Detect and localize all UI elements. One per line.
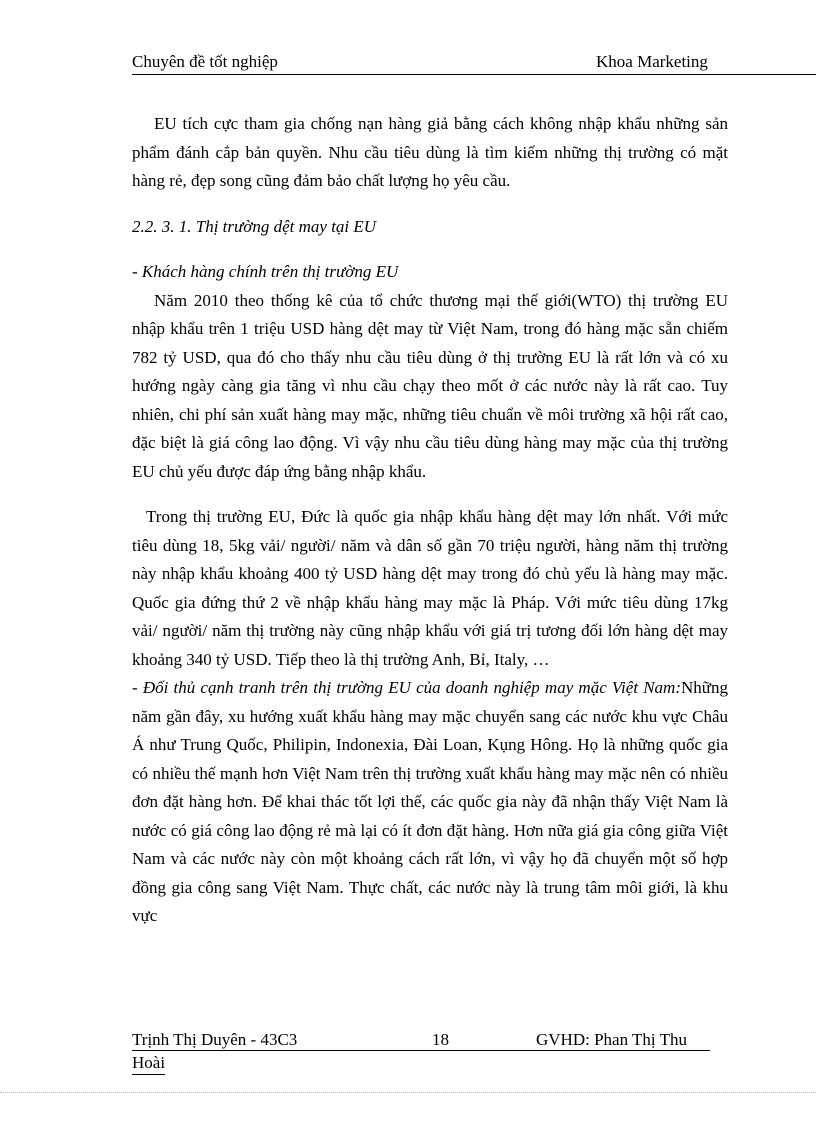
header-title: Chuyên đề tốt nghiệp [132, 52, 278, 71]
page-number: 18 [432, 1030, 449, 1049]
page-footer [132, 1028, 732, 1075]
competitors-text: Những năm gần đây, xu hướng xuất khẩu hàng may mặc chuyển sang các nước khu vực Châu Á như Trung Quốc, Philipin, Indonexia, Đài Loan, Kụng Hông. Họ là những quốc gia có nhiều thế mạnh hơn Việt Nam trên thị trường xuất khẩu hàng may mặc nên có nhiều đơn đặt hàng hơn. Để khai thác tốt lợi thế, các quốc gia này đã nhận thấy Việt Nam là nước có giá công lao động rẻ mà lại có ít đơn đặt hàng. Hơn nữa giá gia công giữa Việt Nam và các nước này còn một khoảng cách rất lớn, vì vậy họ đã chuyển một số hợp đồng gia công sang Việt Nam. Thực chất, các nước này là trung tâm môi giới, là khu vực [132, 678, 728, 925]
paragraph-intro: EU tích cực tham gia chống nạn hàng giả bằng cách không nhập khẩu những sản phẩm đánh cắp bản quyền. Nhu cầu tiêu dùng là tìm kiếm những thị trường có mặt hàng rẻ, đẹp song cũng đảm bảo chất lượng họ yêu cầu. [132, 114, 728, 190]
paragraph-market-demand: Năm 2010 theo thống kê của tổ chức thương mại thế giới(WTO) thị trường EU nhập khẩu trên 1 triệu USD hàng dệt may từ Việt Nam, trong đó hàng mặc sẵn chiếm 782 tỷ USD, qua đó cho thấy nhu cầu tiêu dùng ở thị trường EU là rất lớn và có xu hướng ngày càng gia tăng vì nhu cầu chạy theo mốt ở các nước này là rất cao. Tuy nhiên, chi phí sản xuất hàng may mặc, những tiêu chuẩn về môi trường xã hội rất cao, đặc biệt là giá công lao động. Vì vậy nhu cầu tiêu dùng hàng may mặc của thị trường EU chủ yếu được đáp ứng bằng nhập khẩu. [132, 290, 728, 481]
subheading-customers: - Khách hàng chính trên thị trường EU [132, 262, 399, 281]
footer-author: Trịnh Thị Duyên - 43C3 [132, 1030, 298, 1049]
page-header [132, 52, 816, 75]
footer-advisor: GVHD: Phan Thị Thu [536, 1030, 687, 1049]
document-body [132, 110, 728, 931]
footer-advisor-continued: Hoài [132, 1052, 165, 1075]
subheading-competitors: - Đối thủ cạnh tranh trên thị trường EU của doanh nghiệp may mặc Việt Nam: [132, 678, 681, 697]
section-heading: 2.2. 3. 1. Thị trường dệt may tại EU [132, 216, 377, 236]
page-edge-divider [0, 1092, 816, 1093]
header-department: Khoa Marketing [596, 52, 708, 71]
paragraph-competitors [132, 674, 728, 931]
paragraph-germany-france: Trong thị trường EU, Đức là quốc gia nhập khẩu hàng dệt may lớn nhất. Với mức tiêu dùng 18, 5kg vải/ người/ năm và dân số gần 70 triệu người, hàng năm thị trường này nhập khẩu khoảng 400 tỷ USD hàng dệt may trong đó chủ yếu là hàng may mặc. Quốc gia đứng thứ 2 về nhập khẩu hàng may mặc là Pháp. Với mức tiêu dùng 17kg vải/ người/ năm thị trường này cũng nhập khẩu với giá trị tương đối lớn hàng dệt may khoảng 340 tỷ USD. Tiếp theo là thị trường Anh, Bỉ, Italy, … [132, 507, 728, 669]
